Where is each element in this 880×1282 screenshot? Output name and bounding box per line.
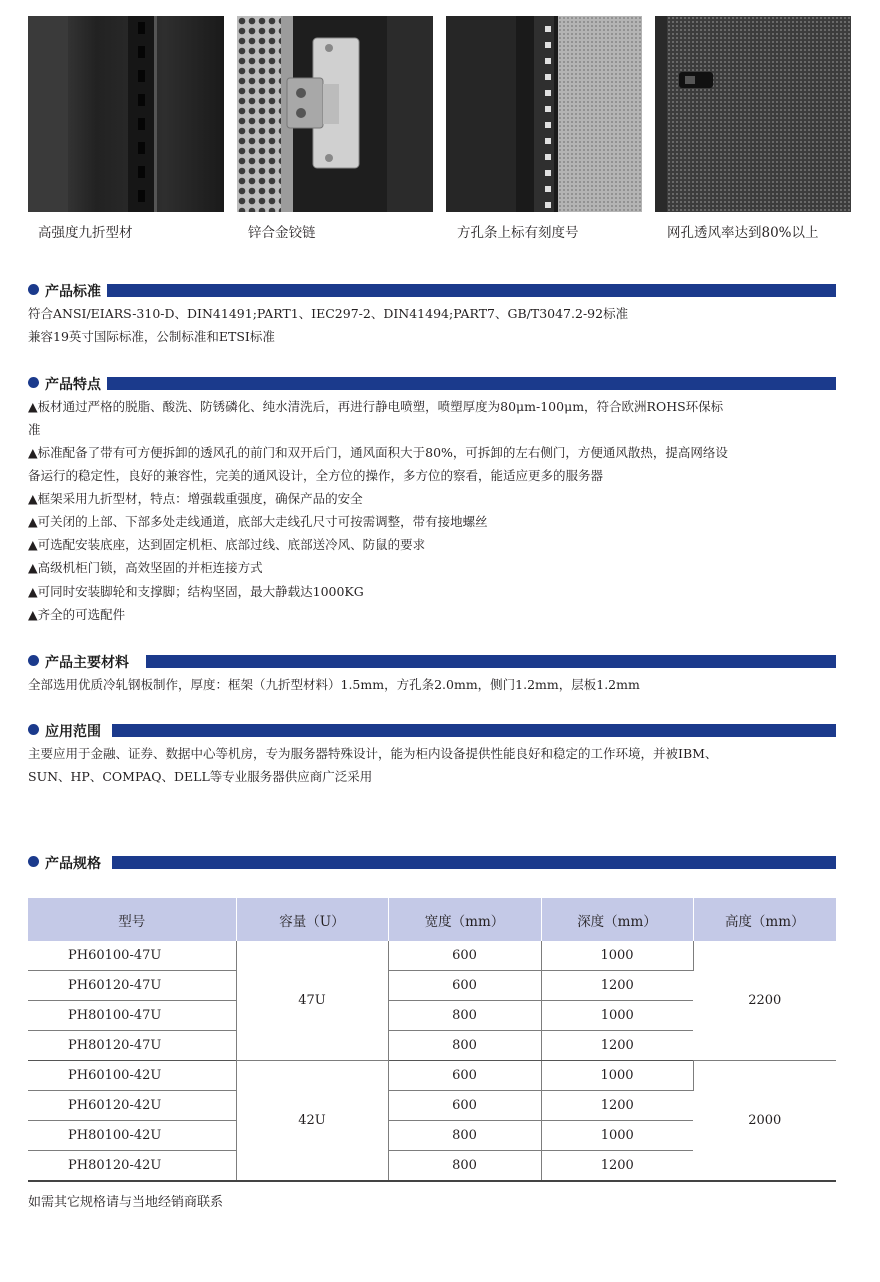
cell-model: PH80100-42U [28, 1121, 236, 1151]
bullet-dot [28, 724, 39, 735]
bullet-dot [28, 284, 39, 295]
cell-capacity: 42U [236, 1061, 388, 1182]
cell-width: 600 [388, 941, 541, 971]
cell-width: 600 [388, 1091, 541, 1121]
footnote: 如需其它规格请与当地经销商联系 [28, 1195, 224, 1210]
cell-model: PH60120-47U [28, 971, 236, 1001]
cell-depth: 1000 [541, 1061, 693, 1091]
cell-model: PH60100-42U [28, 1061, 236, 1091]
header-capacity: 容量（U） [236, 898, 388, 941]
cell-depth: 1200 [541, 1151, 693, 1182]
section-title: 产品特点 [45, 374, 107, 394]
photo-caption-mesh: 网孔透风率达到80%以上 [667, 225, 819, 241]
header-model: 型号 [28, 898, 236, 941]
section-bar [112, 856, 836, 869]
cell-width: 600 [388, 971, 541, 1001]
standard-line: 符合ANSI/EIARS-310-D、DIN41491;PART1、IEC297-2、DIN41494;PART7、GB/T3047.2-92标准 [28, 306, 629, 321]
table-row [28, 1061, 836, 1091]
application-line: 主要应用于金融、证券、数据中心等机房，专为服务器特殊设计，能为柜内设备提供性能良好和稳定的工作环境，并被IBM、 [28, 746, 718, 761]
table-header-row [28, 898, 836, 941]
section-title: 产品主要材料 [45, 652, 135, 672]
table-row [28, 941, 836, 971]
feature-line: ▲齐全的可选配件 [28, 607, 126, 622]
photo-mesh-door [655, 16, 851, 212]
feature-line: ▲可选配安装底座，达到固定机柜、底部过线、底部送冷风、防鼠的要求 [28, 537, 426, 552]
feature-line: 备运行的稳定性，良好的兼容性，完美的通风设计，全方位的操作，多方位的察看，能适应更多的服务器 [28, 468, 604, 483]
feature-line: ▲可关闭的上部、下部多处走线通道，底部大走线孔尺寸可按需调整，带有接地螺丝 [28, 514, 488, 529]
feature-line: ▲高级机柜门锁，高效坚固的并柜连接方式 [28, 560, 263, 575]
section-title: 产品标准 [45, 281, 107, 301]
cell-depth: 1200 [541, 971, 693, 1001]
photo-caption-strip: 方孔条上标有刻度号 [457, 225, 579, 241]
cell-depth: 1200 [541, 1091, 693, 1121]
materials-line: 全部选用优质冷轧钢板制作，厚度：框架（九折型材料）1.5mm，方孔条2.0mm，侧门1.2mm，层板1.2mm [28, 677, 640, 692]
cell-height: 2200 [693, 941, 836, 1061]
cell-model: PH80120-47U [28, 1031, 236, 1061]
photo-caption-hinge: 锌合金铰链 [248, 225, 316, 241]
cell-model: PH80120-42U [28, 1151, 236, 1182]
cell-depth: 1000 [541, 1001, 693, 1031]
photo-profile [28, 16, 224, 212]
standard-line: 兼容19英寸国际标准，公制标准和ETSI标准 [28, 329, 275, 344]
section-heading-features [28, 375, 836, 391]
section-title: 应用范围 [45, 721, 107, 741]
cell-capacity: 47U [236, 941, 388, 1061]
photo-square-hole-strip [446, 16, 642, 212]
header-depth: 深度（mm） [541, 898, 693, 941]
cell-depth: 1000 [541, 941, 693, 971]
feature-line: ▲板材通过严格的脱脂、酸洗、防锈磷化、纯水清洗后，再进行静电喷塑，喷塑厚度为80μm-100μm，符合欧洲ROHS环保标 [28, 399, 724, 414]
section-title: 产品规格 [45, 853, 107, 873]
section-heading-materials [28, 653, 836, 669]
feature-line: ▲标准配备了带有可方便拆卸的透风孔的前门和双开后门，通风面积大于80%，可拆卸的左右侧门，方便通风散热，提高网络设 [28, 445, 728, 460]
feature-line: ▲框架采用九折型材，特点：增强载重强度，确保产品的安全 [28, 491, 363, 506]
header-width: 宽度（mm） [388, 898, 541, 941]
section-bar [146, 655, 836, 668]
cell-width: 800 [388, 1151, 541, 1182]
section-bar [106, 377, 836, 390]
section-heading-application [28, 722, 836, 738]
section-heading-specs [28, 854, 836, 870]
section-heading-standard [28, 282, 836, 298]
photo-hinge [237, 16, 433, 212]
cell-model: PH80100-47U [28, 1001, 236, 1031]
bullet-dot [28, 655, 39, 666]
cell-width: 800 [388, 1001, 541, 1031]
cell-height: 2000 [693, 1061, 836, 1182]
section-bar [112, 724, 836, 737]
cell-model: PH60120-42U [28, 1091, 236, 1121]
cell-width: 800 [388, 1031, 541, 1061]
cell-width: 800 [388, 1121, 541, 1151]
cell-depth: 1200 [541, 1031, 693, 1061]
section-bar [106, 284, 836, 297]
header-height: 高度（mm） [693, 898, 836, 941]
application-line: SUN、HP、COMPAQ、DELL等专业服务器供应商广泛采用 [28, 769, 373, 784]
feature-line: 准 [28, 422, 41, 437]
feature-line: ▲可同时安装脚轮和支撑脚；结构坚固，最大静载达1000KG [28, 584, 364, 599]
cell-depth: 1000 [541, 1121, 693, 1151]
bullet-dot [28, 377, 39, 388]
photo-caption-profile: 高强度九折型材 [38, 225, 133, 241]
spec-table [28, 898, 836, 1182]
cell-model: PH60100-47U [28, 941, 236, 971]
bullet-dot [28, 856, 39, 867]
cell-width: 600 [388, 1061, 541, 1091]
